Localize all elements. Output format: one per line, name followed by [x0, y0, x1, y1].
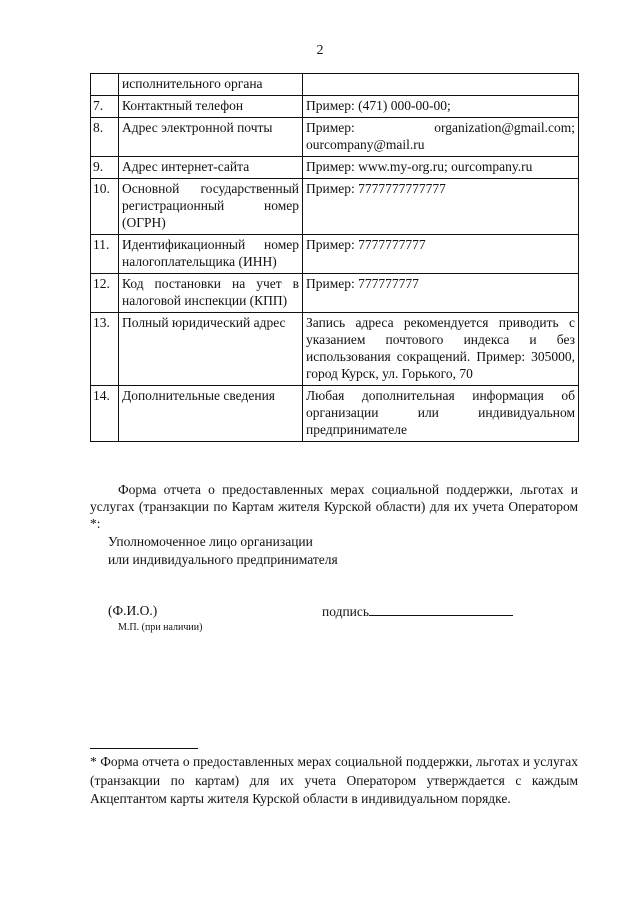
row-number: 12. [91, 274, 119, 313]
row-label: Полный юридический адрес [119, 313, 303, 386]
footnote-text: * Форма отчета о предоставленных мерах социальной поддержки, льготах и услугах (транзакции по картам) для их учета Оператором утверждается с каждым Акцептантом карты жителя Курской области в индивидуальном порядке. [90, 754, 578, 806]
page-number: 2 [316, 43, 324, 58]
row-number: 7. [91, 96, 119, 118]
table-row [91, 274, 579, 313]
table-row [91, 386, 579, 442]
row-value: Запись адреса рекомендуется приводить с указанием почтового индекса и без использования сокращений. Пример: 305000, город Курск, ул. Горького, 70 [303, 313, 579, 386]
table-row [91, 157, 579, 179]
row-label: Основной государственный регистрационный номер (ОГРН) [119, 179, 303, 235]
row-label: Дополнительные сведения [119, 386, 303, 442]
row-value: Пример: (471) 000-00-00; [303, 96, 579, 118]
row-number [91, 74, 119, 96]
signature-label: подпись [322, 604, 370, 619]
organization-details-table [90, 73, 579, 442]
row-value: Пример: www.my-org.ru; ourcompany.ru [303, 157, 579, 179]
row-label: Контактный телефон [119, 96, 303, 118]
row-value: Пример: 777777777 [303, 274, 579, 313]
row-label: Код постановки на учет в налоговой инспекции (КПП) [119, 274, 303, 313]
row-value: Любая дополнительная информация об организации или индивидуальном предпринимателе [303, 386, 579, 442]
table-row [91, 96, 579, 118]
authorized-person-line2: или индивидуального предпринимателя [108, 552, 338, 567]
row-number: 8. [91, 118, 119, 157]
table-row [91, 313, 579, 386]
row-number: 11. [91, 235, 119, 274]
row-number: 9. [91, 157, 119, 179]
row-label: Адрес интернет-сайта [119, 157, 303, 179]
row-number: 13. [91, 313, 119, 386]
report-form-paragraph: Форма отчета о предоставленных мерах социальной поддержки, льготах и услугах (транзакции по Картам жителя Курской области) для их учета Оператором *: [90, 482, 578, 531]
signature-field [322, 602, 513, 620]
fio-label: (Ф.И.О.) [108, 603, 158, 618]
table-row [91, 235, 579, 274]
signature-line [369, 602, 513, 616]
row-number: 14. [91, 386, 119, 442]
row-label: исполнительного органа [119, 74, 303, 96]
row-label: Адрес электронной почты [119, 118, 303, 157]
row-value: Пример: 7777777777 [303, 235, 579, 274]
authorized-person-line1: Уполномоченное лицо организации [108, 534, 313, 549]
row-value: Пример: 7777777777777 [303, 179, 579, 235]
table-row [91, 118, 579, 157]
footnote-divider [90, 748, 198, 749]
seal-label: М.П. (при наличии) [118, 622, 203, 633]
row-number: 10. [91, 179, 119, 235]
row-value [303, 74, 579, 96]
row-value: Пример: organization@gmail.com; ourcompany@mail.ru [303, 118, 579, 157]
table-row [91, 179, 579, 235]
row-label: Идентификационный номер налогоплательщика (ИНН) [119, 235, 303, 274]
table-row [91, 74, 579, 96]
